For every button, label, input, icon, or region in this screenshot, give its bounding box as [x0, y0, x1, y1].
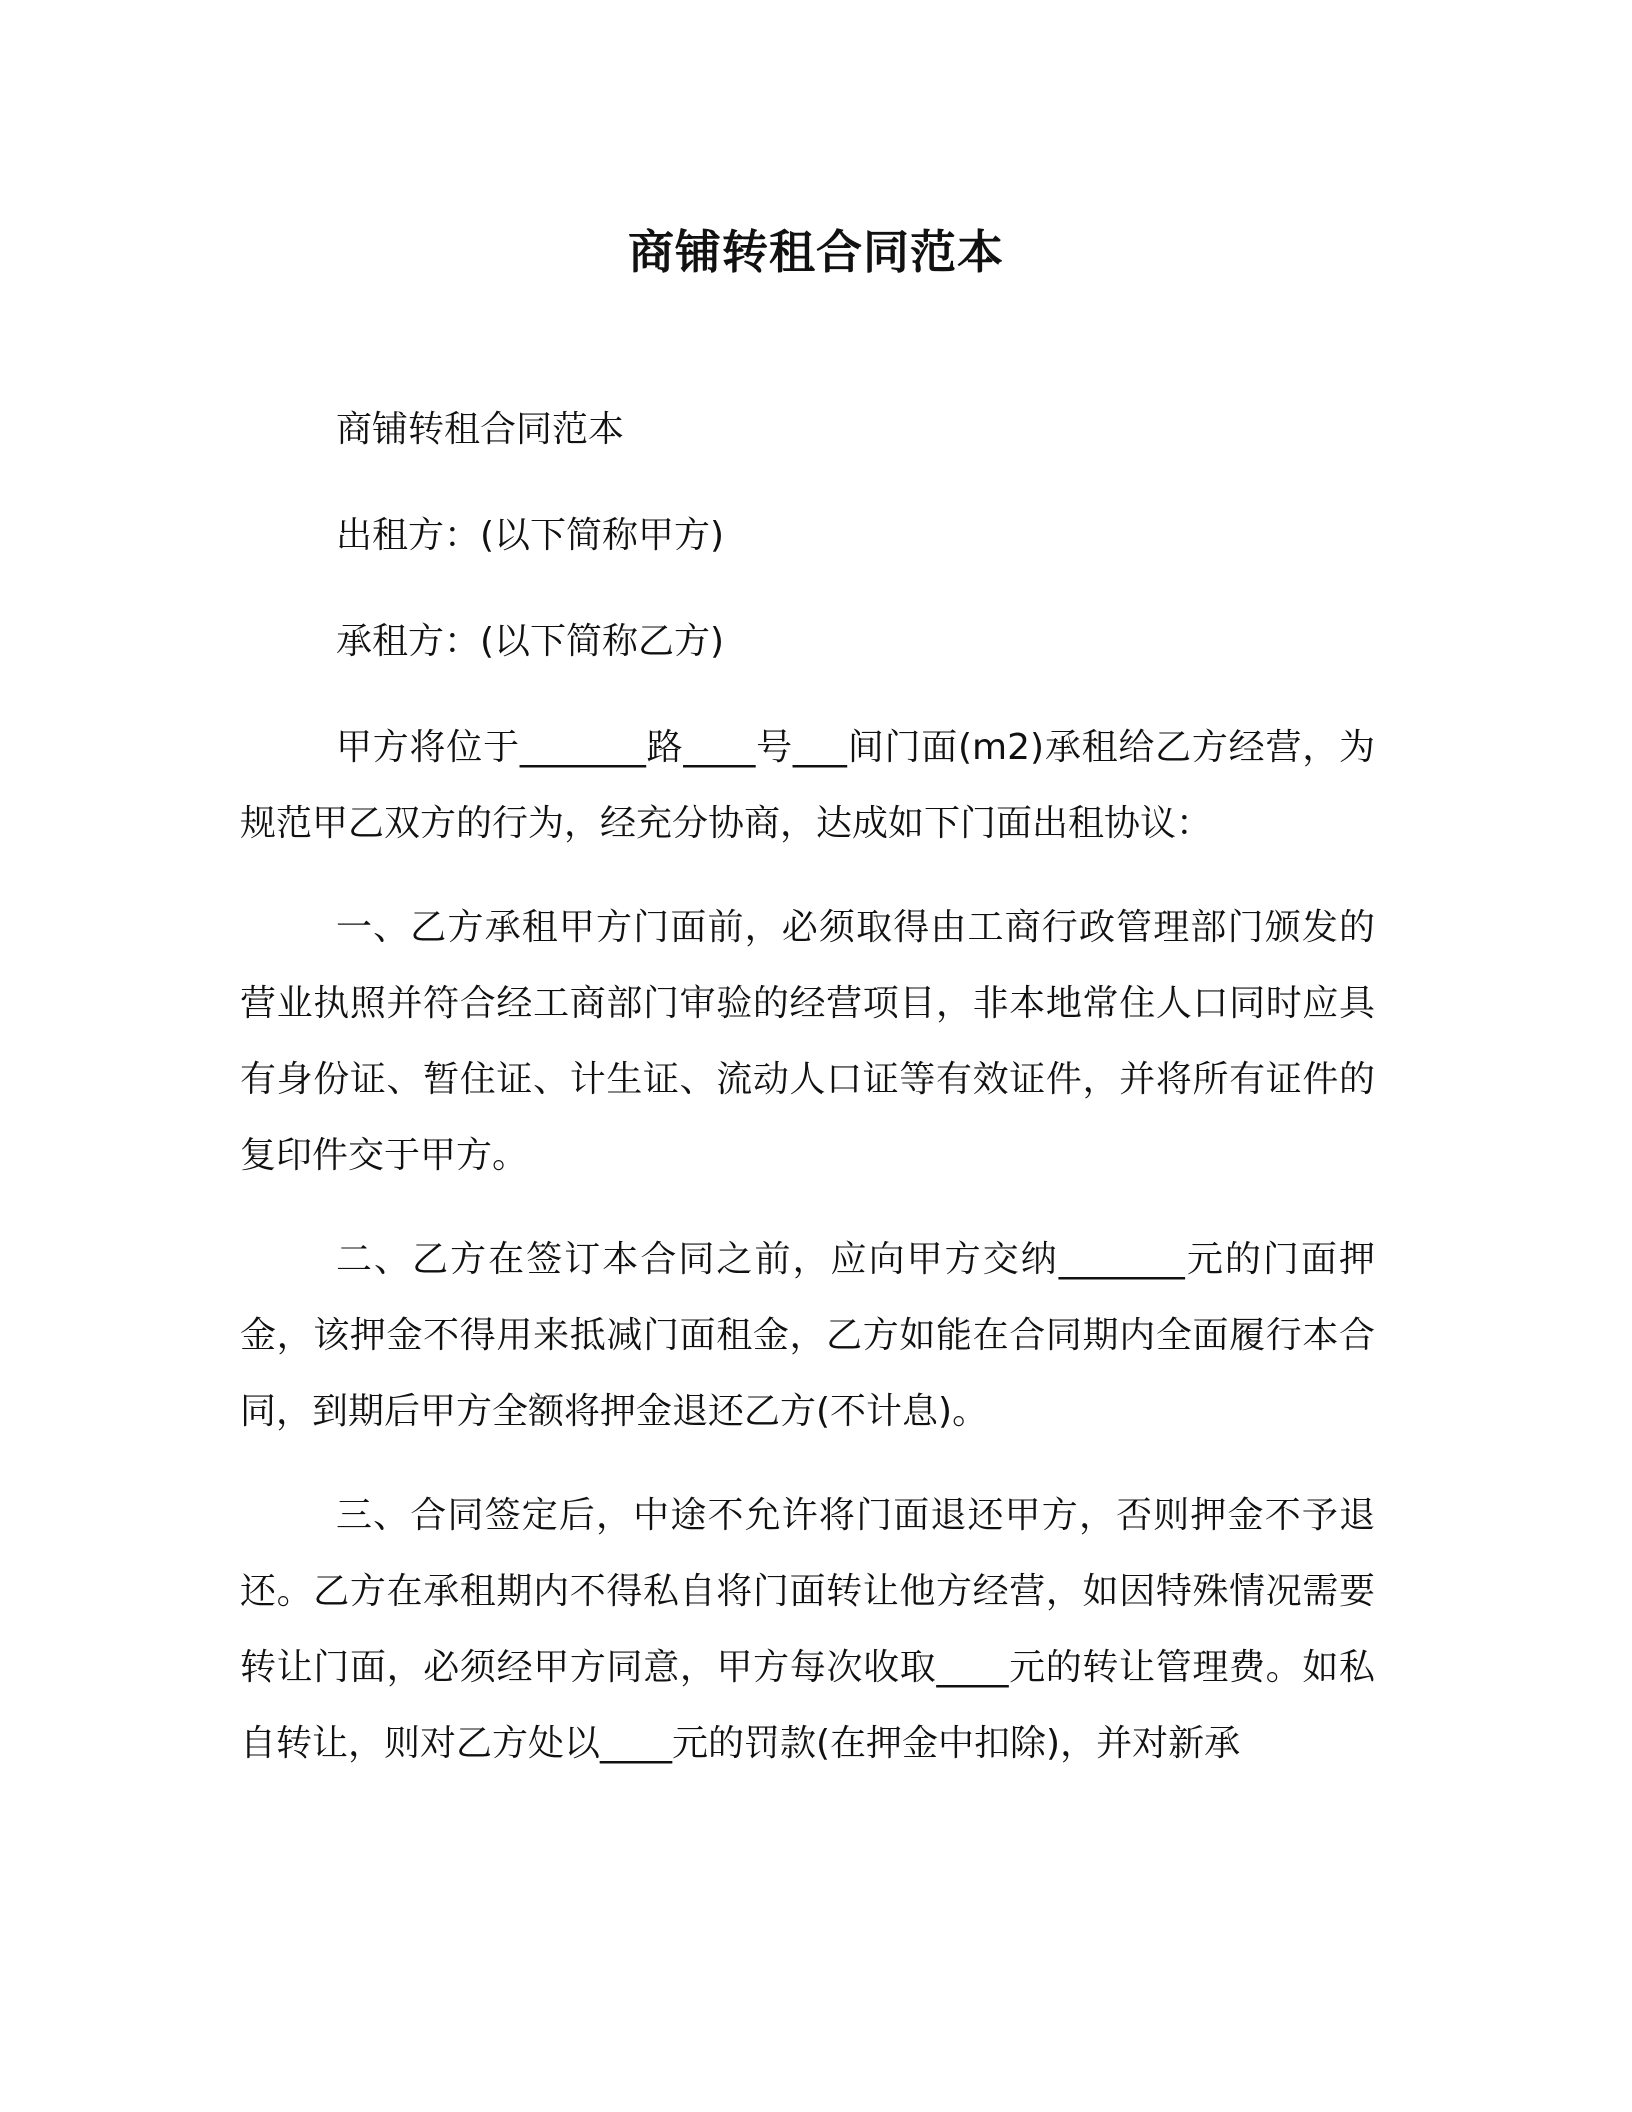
paragraph-lessor: 出租方：(以下简称甲方) — [336, 515, 725, 556]
document-body — [240, 392, 1375, 1810]
paragraph-clause-2: 二、乙方在签订本合同之前，应向甲方交纳_______元的门面押金，该押金不得用来抵减门面租金，乙方如能在合同期内全面履行本合同，到期后甲方全额将押金退还乙方(不计息)。 — [240, 1239, 1375, 1432]
paragraph-subtitle: 商铺转租合同范本 — [336, 409, 625, 450]
paragraph-clause-1: 一、乙方承租甲方门面前，必须取得由工商行政管理部门颁发的营业执照并符合经工商部门审验的经营项目，非本地常住人口同时应具有身份证、暂住证、计生证、流动人口证等有效证件，并将所有证件的复印件交于甲方。 — [240, 907, 1375, 1176]
paragraph-lessee: 承租方：(以下简称乙方) — [336, 621, 725, 662]
paragraph-intro: 甲方将位于_______路____号___间门面(m2)承租给乙方经营，为规范甲乙双方的行为，经充分协商，达成如下门面出租协议： — [240, 727, 1375, 844]
document-title: 商铺转租合同范本 — [628, 225, 1004, 279]
paragraph-clause-3: 三、合同签定后，中途不允许将门面退还甲方，否则押金不予退还。乙方在承租期内不得私自将门面转让他方经营，如因特殊情况需要转让门面，必须经甲方同意，甲方每次收取____元的转让管理费。如私自转让，则对乙方处以____元的罚款(在押金中扣除)，并对新承 — [240, 1495, 1375, 1764]
